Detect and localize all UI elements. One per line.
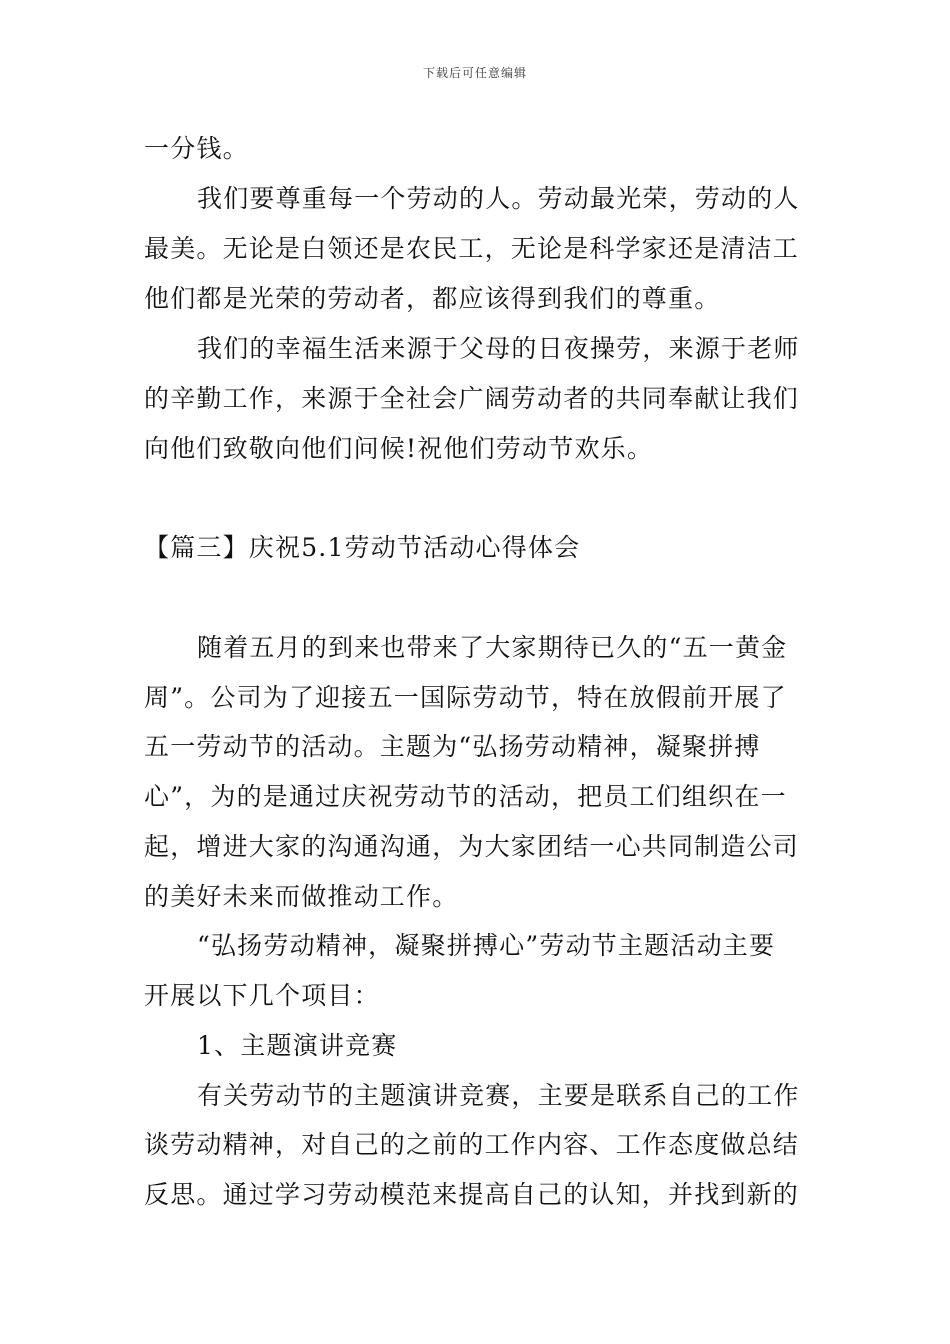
text-line: 反思。通过学习劳动模范来提高自己的认知，并找到新的 bbox=[144, 1180, 800, 1209]
text-line: 随着五月的到来也带来了大家期待已久的“五一黄金 bbox=[197, 633, 788, 662]
text-line: 我们要尊重每一个劳动的人。劳动最光荣，劳动的人 bbox=[197, 184, 800, 213]
text-line: 五一劳动节的活动。主题为“弘扬劳动精神，凝聚拼搏 bbox=[144, 732, 761, 761]
text-line: 他们都是光荣的劳动者，都应该得到我们的尊重。 bbox=[144, 284, 721, 313]
text-line: 我们的幸福生活来源于父母的日夜操劳，来源于老师 bbox=[197, 334, 800, 363]
text-line: 起，增进大家的沟通沟通，为大家团结一心共同制造公司 bbox=[144, 832, 800, 861]
text-line: 的辛勤工作，来源于全社会广阔劳动者的共同奉献让我们 bbox=[144, 384, 800, 413]
text-line: 谈劳动精神，对自己的之前的工作内容、工作态度做总结 bbox=[144, 1130, 800, 1159]
text-line: 最美。无论是白领还是农民工，无论是科学家还是清洁工 bbox=[144, 234, 800, 263]
text-line: “弘扬劳动精神，凝聚拼搏心”劳动节主题活动主要 bbox=[197, 931, 776, 960]
text-line: 一分钱。 bbox=[144, 134, 249, 163]
text-line: 的美好未来而做推动工作。 bbox=[144, 882, 459, 911]
text-line: 开展以下几个项目： bbox=[144, 981, 380, 1010]
text-line: 周”。公司为了迎接五一国际劳动节，特在放假前开展了 bbox=[144, 683, 787, 712]
text-line: 向他们致敬向他们问候!祝他们劳动节欢乐。 bbox=[144, 434, 654, 463]
text-line: 心”，为的是通过庆祝劳动节的活动，把员工们组织在一 bbox=[144, 782, 787, 811]
text-line: 有关劳动节的主题演讲竞赛，主要是联系自己的工作 bbox=[197, 1081, 800, 1110]
section-heading: 【篇三】庆祝5.1劳动节活动心得体会 bbox=[144, 533, 581, 562]
list-item-title: 1、主题演讲竞赛 bbox=[197, 1031, 398, 1060]
page-header: 下载后可任意编辑 bbox=[422, 66, 527, 80]
